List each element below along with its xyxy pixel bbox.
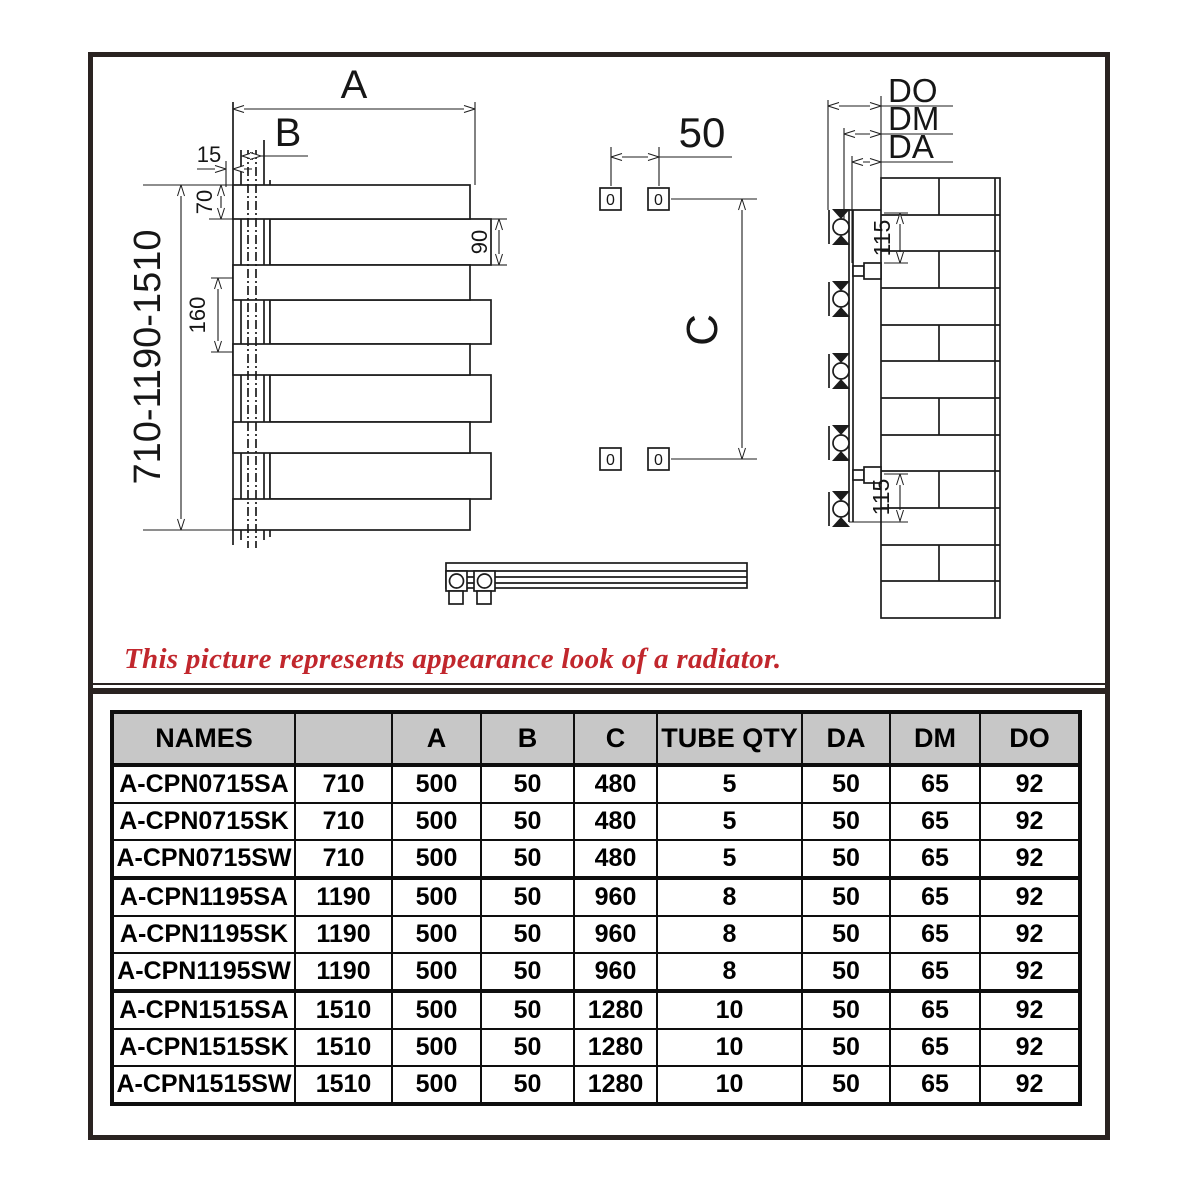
cell-name: A-CPN1195SK: [112, 916, 295, 953]
table-row: [112, 1029, 1080, 1066]
cell: 1190: [295, 953, 392, 991]
cell: 92: [980, 1029, 1080, 1066]
cell: 960: [574, 916, 657, 953]
cell: 960: [574, 953, 657, 991]
cell: 65: [890, 1066, 980, 1104]
technical-drawing: [88, 52, 1110, 692]
zero-label: 0: [654, 192, 663, 209]
dim-label-70: 70: [192, 189, 217, 215]
zero-label: 0: [606, 452, 615, 469]
dim-label-a: A: [340, 63, 368, 107]
cell: 1190: [295, 878, 392, 916]
cell: 1280: [574, 1066, 657, 1104]
header-b: B: [481, 712, 574, 765]
header-do: DO: [980, 712, 1080, 765]
valve-symbol: [829, 425, 850, 461]
cell: 92: [980, 1066, 1080, 1104]
cell: 50: [802, 991, 890, 1029]
dim-label-15: 15: [196, 142, 222, 167]
header-a: A: [392, 712, 481, 765]
cell-name: A-CPN1515SW: [112, 1066, 295, 1104]
cell: 500: [392, 840, 481, 878]
dim-label-50: 50: [678, 109, 726, 156]
cell: 500: [392, 916, 481, 953]
cell: 1510: [295, 1066, 392, 1104]
caption-text: This picture represents appearance look of a radiator.: [124, 643, 782, 675]
cell: 480: [574, 803, 657, 840]
cell: 65: [890, 953, 980, 991]
cell: 92: [980, 840, 1080, 878]
divider-rule: [93, 688, 1105, 694]
cell: 710: [295, 765, 392, 803]
cell: 50: [481, 803, 574, 840]
cell: 1280: [574, 1029, 657, 1066]
table-row: [112, 953, 1080, 991]
cell: 960: [574, 878, 657, 916]
cell: 50: [481, 765, 574, 803]
table-row: [112, 991, 1080, 1029]
cell: 65: [890, 765, 980, 803]
mounting-zero-labels: [606, 192, 663, 469]
cell: 5: [657, 765, 802, 803]
cell: 1510: [295, 1029, 392, 1066]
cell-name: A-CPN1195SA: [112, 878, 295, 916]
spec-table: [110, 710, 1082, 1106]
table-row: [112, 840, 1080, 878]
cell: 480: [574, 840, 657, 878]
dim-label-dm: DM: [888, 100, 940, 137]
header-height: [295, 712, 392, 765]
cell: 50: [481, 916, 574, 953]
cell: 8: [657, 916, 802, 953]
cell: 500: [392, 953, 481, 991]
valve-symbols: [829, 209, 850, 527]
cell: 50: [802, 953, 890, 991]
table-row: [112, 765, 1080, 803]
cell: 92: [980, 916, 1080, 953]
cell: 10: [657, 991, 802, 1029]
cell: 50: [802, 803, 890, 840]
cell: 92: [980, 878, 1080, 916]
table-row: [112, 878, 1080, 916]
header-c: C: [574, 712, 657, 765]
cell: 500: [392, 765, 481, 803]
dim-label-height-range: 710-1190-1510: [127, 229, 169, 485]
table-header-row: [112, 712, 1080, 765]
cell: 500: [392, 878, 481, 916]
dim-label-115-bottom: 115: [868, 478, 894, 516]
mounting-view: [600, 188, 669, 470]
cell: 5: [657, 803, 802, 840]
cell: 500: [392, 1029, 481, 1066]
cell: 50: [481, 840, 574, 878]
cell: 8: [657, 878, 802, 916]
cell: 480: [574, 765, 657, 803]
cell: 5: [657, 840, 802, 878]
cell: 500: [392, 803, 481, 840]
cell-name: A-CPN0715SW: [112, 840, 295, 878]
valve-symbol: [829, 353, 850, 389]
cell: 50: [802, 916, 890, 953]
cell: 710: [295, 840, 392, 878]
valve-symbol: [829, 491, 850, 527]
cell: 92: [980, 765, 1080, 803]
table-row: [112, 916, 1080, 953]
dim-label-do: DO: [888, 72, 938, 109]
cell: 8: [657, 953, 802, 991]
cell: 92: [980, 953, 1080, 991]
header-names: NAMES: [112, 712, 295, 765]
dim-label-da: DA: [888, 128, 934, 165]
cell-name: A-CPN1515SK: [112, 1029, 295, 1066]
cell: 10: [657, 1066, 802, 1104]
cell: 65: [890, 991, 980, 1029]
front-view: [233, 102, 491, 548]
cell-name: A-CPN1195SW: [112, 953, 295, 991]
divider-line: [93, 683, 1105, 685]
table-row: [112, 1066, 1080, 1104]
cell: 1510: [295, 991, 392, 1029]
top-view: [446, 563, 747, 604]
dim-label-90: 90: [467, 229, 492, 255]
cell: 50: [481, 1029, 574, 1066]
cell: 65: [890, 878, 980, 916]
cell: 710: [295, 803, 392, 840]
mounting-dimensions: [611, 109, 757, 459]
dim-label-c: C: [678, 314, 727, 346]
cell: 65: [890, 840, 980, 878]
cell: 65: [890, 803, 980, 840]
cell: 65: [890, 916, 980, 953]
valve-symbol: [829, 209, 850, 245]
cell: 92: [980, 803, 1080, 840]
cell: 1190: [295, 916, 392, 953]
cell: 50: [802, 878, 890, 916]
cell: 10: [657, 1029, 802, 1066]
cell: 500: [392, 991, 481, 1029]
dim-label-115-top: 115: [869, 219, 895, 257]
cell: 50: [481, 991, 574, 1029]
table-row: [112, 803, 1080, 840]
header-tube-qty: TUBE QTY: [657, 712, 802, 765]
cell-name: A-CPN0715SA: [112, 765, 295, 803]
cell-name: A-CPN1515SA: [112, 991, 295, 1029]
cell: 50: [802, 765, 890, 803]
cell: 92: [980, 991, 1080, 1029]
cell: 50: [481, 1066, 574, 1104]
cell: 50: [802, 1066, 890, 1104]
zero-label: 0: [606, 192, 615, 209]
cell: 65: [890, 1029, 980, 1066]
dim-label-160: 160: [185, 296, 210, 334]
header-da: DA: [802, 712, 890, 765]
cell: 1280: [574, 991, 657, 1029]
zero-label: 0: [654, 452, 663, 469]
valve-symbol: [829, 281, 850, 317]
cell: 50: [481, 953, 574, 991]
cell: 500: [392, 1066, 481, 1104]
header-dm: DM: [890, 712, 980, 765]
cell: 50: [802, 840, 890, 878]
cell: 50: [802, 1029, 890, 1066]
dim-label-b: B: [274, 111, 302, 155]
cell: 50: [481, 878, 574, 916]
cell-name: A-CPN0715SK: [112, 803, 295, 840]
